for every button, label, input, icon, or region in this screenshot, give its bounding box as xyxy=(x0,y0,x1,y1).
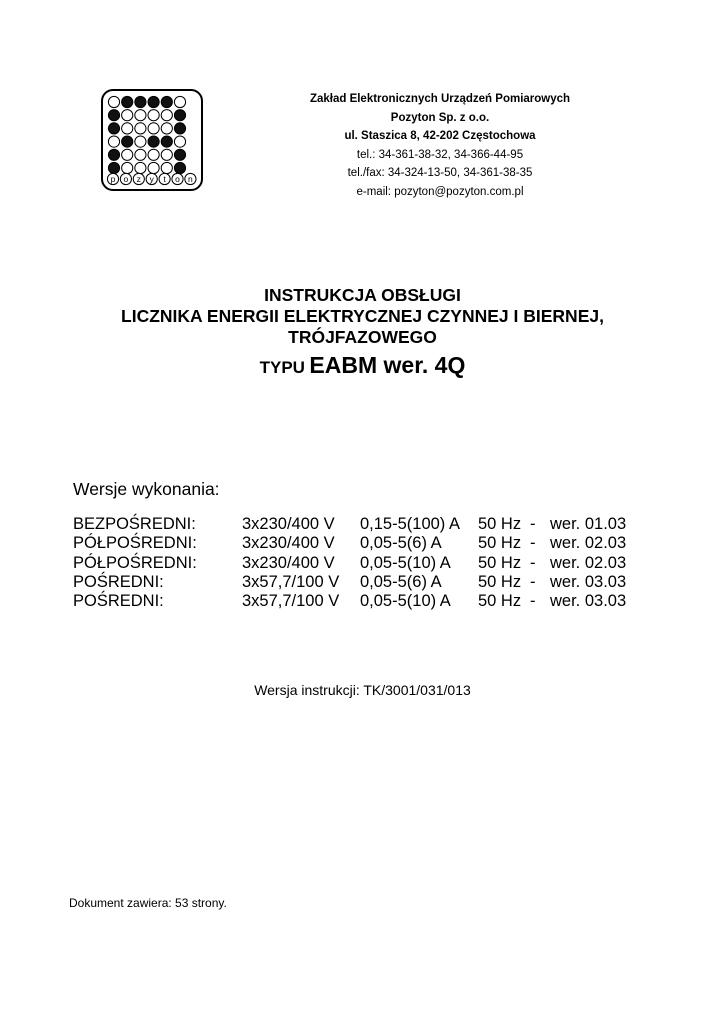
logo-dot xyxy=(108,123,119,134)
type-line xyxy=(0,350,725,384)
version-number: wer. 02.03 xyxy=(550,534,627,553)
logo-dot xyxy=(174,162,185,173)
logo-dot xyxy=(161,96,172,107)
logo-dot xyxy=(135,110,146,121)
logo-dot xyxy=(122,123,133,134)
instruction-version: Wersja instrukcji: TK/3001/031/013 xyxy=(254,682,471,698)
version-voltage: 3x230/400 V xyxy=(242,515,335,533)
version-frequency: 50 Hz xyxy=(478,553,522,572)
company-firm: Pozyton Sp. z o.o. xyxy=(390,111,490,124)
version-current: 0,15-5(100) A xyxy=(360,515,460,533)
version-dash: - xyxy=(530,534,536,553)
version-frequency: 50 Hz xyxy=(478,515,522,533)
logo-dot xyxy=(135,162,146,173)
logo-dot xyxy=(161,110,172,121)
logo-dot xyxy=(174,96,185,107)
logo-letter: z xyxy=(136,174,141,185)
logo-dot xyxy=(174,149,185,160)
logo-dot xyxy=(135,96,146,107)
logo-dot xyxy=(148,110,159,121)
logo-letter: o xyxy=(123,174,129,185)
version-current: 0,05-5(6) A xyxy=(360,572,442,591)
version-current: 0,05-5(10) A xyxy=(360,553,451,572)
logo-dot xyxy=(148,136,159,147)
logo-dot xyxy=(108,96,119,107)
version-name: PÓŁPOŚREDNI: xyxy=(73,534,197,553)
logo-dot xyxy=(108,110,119,121)
logo-dot xyxy=(161,149,172,160)
logo-dot xyxy=(122,136,133,147)
logo-dot xyxy=(174,123,185,134)
version-dash: - xyxy=(530,592,536,611)
logo-letter: p xyxy=(110,174,116,185)
company-logo xyxy=(101,89,203,191)
logo-letter: y xyxy=(149,174,154,185)
version-frequency: 50 Hz xyxy=(478,534,522,553)
company-address: ul. Staszica 8, 42-202 Częstochowa xyxy=(344,130,536,143)
company-fax: tel./fax: 34-324-13-50, 34-361-38-35 xyxy=(347,167,533,180)
version-current: 0,05-5(10) A xyxy=(360,592,451,611)
document-title xyxy=(0,285,725,384)
version-dash: - xyxy=(530,572,536,591)
version-voltage: 3x230/400 V xyxy=(242,534,335,553)
logo-dot xyxy=(174,110,185,121)
title-line-3: TRÓJFAZOWEGO xyxy=(288,327,437,347)
version-voltage: 3x57,7/100 V xyxy=(242,592,340,611)
title-line-2: LICZNIKA ENERGII ELEKTRYCZNEJ CZYNNEJ I BIERNEJ, xyxy=(121,306,604,326)
logo-dot xyxy=(108,162,119,173)
logo-dot xyxy=(108,149,119,160)
logo-dot xyxy=(161,136,172,147)
logo-dot xyxy=(135,123,146,134)
logo-dot xyxy=(122,162,133,173)
type-prefix: TYPU xyxy=(259,358,305,377)
logo-letter: n xyxy=(188,174,193,185)
version-number: wer. 03.03 xyxy=(550,572,627,591)
logo-dot xyxy=(148,123,159,134)
logo-dot xyxy=(161,123,172,134)
title-line-1: INSTRUKCJA OBSŁUGI xyxy=(264,285,461,305)
version-name: POŚREDNI: xyxy=(73,592,164,611)
version-voltage: 3x57,7/100 V xyxy=(242,572,340,591)
logo-dot xyxy=(122,149,133,160)
logo-dot xyxy=(148,149,159,160)
company-email: e-mail: pozyton@pozyton.com.pl xyxy=(356,185,524,198)
page-count-note: Dokument zawiera: 53 strony. xyxy=(69,896,227,910)
company-header xyxy=(290,90,590,202)
logo-letter: t xyxy=(163,174,166,185)
version-name: PÓŁPOŚREDNI: xyxy=(73,553,197,572)
version-voltage: 3x230/400 V xyxy=(242,553,335,572)
logo-dot xyxy=(135,149,146,160)
version-frequency: 50 Hz xyxy=(478,592,522,611)
logo-dot xyxy=(161,162,172,173)
versions-label: Wersje wykonania: xyxy=(73,479,220,499)
logo-dot xyxy=(148,96,159,107)
logo-letter: o xyxy=(175,174,180,185)
company-tel: tel.: 34-361-38-32, 34-366-44-95 xyxy=(356,148,524,161)
logo-dot xyxy=(148,162,159,173)
version-current: 0,05-5(6) A xyxy=(360,534,442,553)
logo-dot xyxy=(108,136,119,147)
logo-dot xyxy=(174,136,185,147)
version-number: wer. 03.03 xyxy=(550,592,627,611)
type-name: EABM wer. 4Q xyxy=(309,352,466,378)
version-name: BEZPOŚREDNI: xyxy=(73,515,196,533)
company-name: Zakład Elektronicznych Urządzeń Pomiarowych xyxy=(309,93,571,105)
version-number: wer. 02.03 xyxy=(550,553,627,572)
version-dash: - xyxy=(530,515,536,533)
version-frequency: 50 Hz xyxy=(478,572,522,591)
version-dash: - xyxy=(530,553,536,572)
logo-dot xyxy=(122,96,133,107)
logo-dot xyxy=(122,110,133,121)
logo-dot xyxy=(135,136,146,147)
version-number: wer. 01.03 xyxy=(550,515,627,533)
version-name: POŚREDNI: xyxy=(73,572,164,591)
